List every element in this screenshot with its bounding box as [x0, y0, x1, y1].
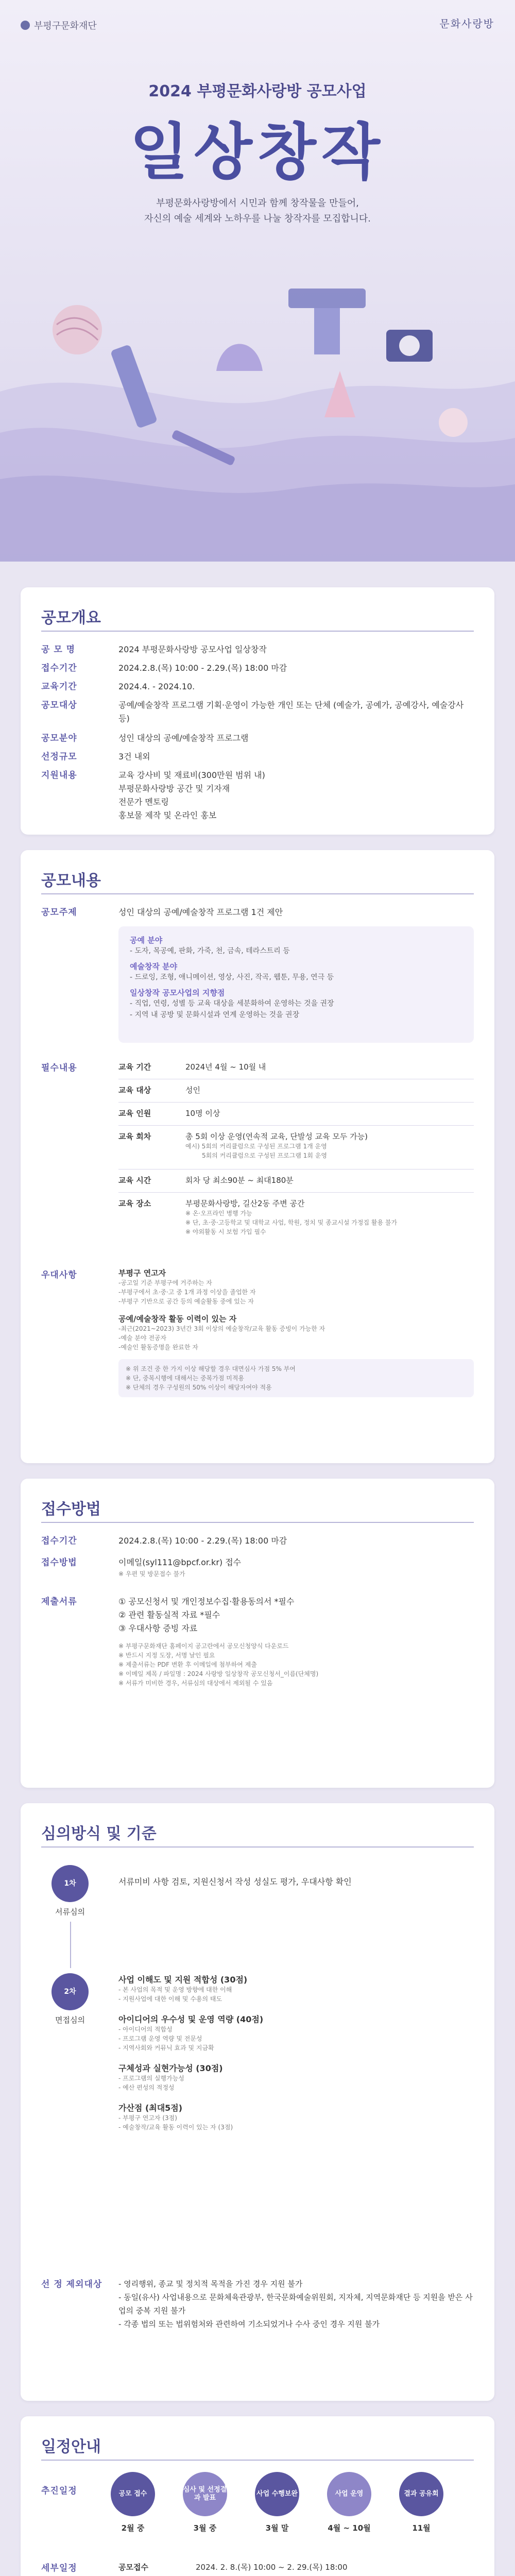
brand-logo: 문화사랑방: [439, 18, 494, 30]
schedule-step: 결과 공유회: [399, 2472, 443, 2516]
step-month: 3월 말: [265, 2523, 289, 2533]
apply-heading: 접수방법: [41, 1500, 101, 1518]
overview-row: [41, 680, 474, 696]
review-heading: 심의방식 및 기준: [41, 1825, 157, 1843]
table-key: 교육 인원: [118, 1109, 151, 1118]
row-value: 2024.4. - 2024.10.: [118, 682, 195, 691]
step-month: 11월: [412, 2523, 431, 2533]
box-text: - 드로잉, 조형, 애니메이션, 영상, 사진, 작곡, 웹툰, 무용, 연극 등: [130, 973, 334, 981]
apply-card: [21, 1479, 494, 1788]
box-title: 예술창작 분야: [130, 962, 178, 971]
note-line: ※ 제출서류는 PDF 변환 후 이메일에 첨부하여 제출: [118, 1661, 257, 1668]
step-month: 2월 중: [121, 2523, 145, 2533]
criteria-list: [118, 1973, 474, 2141]
schedule-card: [21, 2416, 494, 2576]
page-title: 일상창작: [130, 116, 385, 188]
criteria-line: - 지원사업에 대한 이해 및 수용의 태도: [118, 1995, 222, 2003]
content-heading: 공모내용: [41, 872, 101, 890]
schedule-step: 심사 및 선정결과 발표: [183, 2472, 227, 2516]
note-line: ※ 서류가 미비한 경우, 서류심의 대상에서 제외될 수 있음: [118, 1680, 273, 1687]
criteria-line: - 예산 편성의 적정성: [118, 2084, 175, 2091]
table-key: 교육 기간: [118, 1062, 151, 1072]
support-item: 부평문화사랑방 공간 및 기자재: [118, 784, 230, 793]
criteria-line: - 본 사업의 목적 및 운영 방향에 대한 이해: [118, 1986, 232, 1993]
note-line: ※ 단체의 경우 구성원의 50% 이상이 해당자여야 적용: [126, 1384, 272, 1391]
support-item: 홍보물 제작 및 온라인 홍보: [118, 810, 217, 820]
table-value: [185, 1198, 474, 1236]
preference-line: -예술인 활동증명을 완료한 자: [118, 1344, 198, 1351]
value-text: 총 5회 이상 운영(연속적 교육, 단발성 교육 모두 가능): [185, 1132, 368, 1141]
row-label: 제출서류: [41, 1597, 77, 1607]
row-label: 공 모 명: [41, 645, 76, 655]
table-key: 교육 대상: [118, 1086, 151, 1095]
value-note: ※ 야외활동 시 보험 가입 필수: [185, 1228, 266, 1235]
preference-title: 부평구 연고자: [118, 1268, 166, 1278]
apply-row: [41, 1595, 474, 1760]
apply-row: [41, 1534, 474, 1550]
content-card: [21, 850, 494, 1463]
value-note: 예시) 5회의 커리큘럼으로 구성된 프로그램 1개 운영: [185, 1143, 327, 1150]
description-line: 자신의 예술 세계와 노하우를 나눌 창작자를 모집합니다.: [144, 213, 371, 224]
support-item: 전문가 멘토링: [118, 797, 169, 807]
row-label: 선 정 제외대상: [41, 2279, 102, 2290]
row-label: 접수방법: [41, 1557, 77, 1568]
row-label: 필수내용: [41, 1063, 77, 1073]
value-note: 5회의 커리큘럼으로 구성된 프로그램 1회 운영: [202, 1152, 327, 1159]
row-label: 추진일정: [41, 2486, 77, 2496]
criteria-line: - 아이디어의 적합성: [118, 2026, 173, 2033]
table-value: [196, 2562, 474, 2572]
row-value: [118, 769, 474, 822]
row-value: 2024.2.8.(목) 10:00 - 2.29.(목) 18:00 마감: [118, 1536, 287, 1546]
table-value: 2024년 4월 ~ 10월 내: [185, 1062, 266, 1072]
step-month: 4월 ~ 10월: [328, 2523, 371, 2533]
row-label: 선정규모: [41, 752, 77, 762]
row-value: 3건 내외: [118, 752, 150, 761]
divider: [41, 1522, 474, 1523]
divider: [41, 1846, 474, 1848]
description-line: 부평문화사랑방에서 시민과 함께 창작물을 만들어,: [156, 198, 359, 209]
row-label: 세부일정: [41, 2563, 77, 2573]
apply-row: [41, 1556, 474, 1585]
note-line: ※ 이메일 제목 / 파일명 : 2024 사랑방 일상창작 공모신청서_이름(단체명): [118, 1670, 319, 1677]
row-label: 교육기간: [41, 682, 77, 692]
schedule-heading: 일정안내: [41, 2438, 101, 2456]
row-value: 2024 부평문화사랑방 공모사업 일상창작: [118, 645, 267, 654]
row-label: 접수기간: [41, 663, 77, 673]
schedule-step: 사업 운영: [327, 2472, 371, 2516]
org-name: 부평구문화재단: [34, 21, 97, 31]
table-row: [118, 1193, 474, 1255]
criteria-item: [118, 1973, 474, 2004]
table-key: 공모접수: [118, 2563, 148, 2572]
value-text: 부평문화사랑방, 길산2동 주변 공간: [185, 1199, 305, 1208]
preference-line: -부평구 기반으로 공간 등의 예술활동 중에 있는 자: [118, 1298, 254, 1305]
value-note: ※ 온·오프라인 병행 가능: [185, 1210, 252, 1217]
overview-row: [41, 732, 474, 747]
row-label: 공모대상: [41, 700, 77, 710]
criteria-title: 사업 이해도 및 지원 적합성 (30점): [118, 1975, 248, 1985]
row-value: 2024.2.8.(목) 10:00 - 2.29.(목) 18:00 마감: [118, 663, 287, 673]
table-key: 교육 시간: [118, 1176, 151, 1185]
schedule-step: 사업 수행보완: [255, 2472, 299, 2516]
preference-line: -부평구에서 초·중·고 중 1개 과정 이상을 졸업한 자: [118, 1289, 256, 1296]
page-subtitle: 2024 부평문화사랑방 공모사업: [148, 82, 367, 100]
row-value: 성인 대상의 공예/예술창작 프로그램 1건 제안: [118, 907, 283, 917]
row-label: 지원내용: [41, 770, 77, 781]
step-name: 서류심의: [55, 1907, 85, 1917]
divider: [41, 631, 474, 632]
criteria-item: [118, 2013, 474, 2053]
criteria-line: - 프로그램의 실행가능성: [118, 2075, 184, 2082]
schedule-table: [118, 2555, 474, 2576]
preference-line: -예술 분야 전공자: [118, 1334, 167, 1342]
page-description: [0, 196, 515, 227]
step-description: 서류미비 사항 검토, 지원신청서 작성 성실도 평가, 우대사항 확인: [118, 1877, 352, 1887]
overview-row: [41, 699, 474, 727]
row-label: 공모주제: [41, 907, 77, 918]
box-text: - 지역 내 공방 및 문화시설과 연계 운영하는 것을 권장: [130, 1011, 300, 1019]
date-text: 2024. 2. 8.(목) 10:00 ~ 2. 29.(목) 18:00: [196, 2563, 348, 2572]
overview-row: [41, 662, 474, 677]
org-logo: [21, 19, 97, 32]
row-label: 우대사항: [41, 1270, 77, 1280]
overview-row: [41, 750, 474, 766]
document-item: ③ 우대사항 증빙 자료: [118, 1623, 198, 1633]
step-connector: [70, 1922, 71, 1968]
theme-row: [41, 906, 474, 921]
row-value: [118, 1595, 474, 1688]
box-text: - 도자, 목공예, 판화, 가죽, 천, 금속, 테라스트리 등: [130, 947, 290, 955]
table-row: [118, 2555, 474, 2576]
criteria-line: - 예술창작/교육 활동 이력이 있는 자 (3점): [118, 2124, 233, 2131]
table-row: [118, 1079, 474, 1103]
box-text: - 직업, 연령, 성별 등 교육 대상을 세분화하여 운영하는 것을 권장: [130, 999, 334, 1008]
document-item: ② 관련 활동실적 자료 *필수: [118, 1610, 220, 1620]
criteria-line: - 프로그램 운영 역량 및 전문성: [118, 2035, 202, 2042]
overview-heading: 공모개요: [41, 609, 101, 627]
criteria-item: [118, 2062, 474, 2092]
preference-line: -최근(2021~2023) 3년간 3회 이상의 예술창작/교육 활동 증빙이 가능한 자: [118, 1325, 325, 1332]
requirements-table: [118, 1056, 474, 1257]
preference-notes: [118, 1359, 474, 1397]
preference-title: 공예/예술창작 활동 이력이 있는 자: [118, 1314, 237, 1324]
step-badge: 2차: [52, 1973, 89, 2010]
overview-row: [41, 769, 474, 825]
box-title: 공예 분야: [130, 936, 163, 945]
preference-block: [118, 1267, 474, 1397]
criteria-line: - 지역사회와 커뮤닉 효과 및 지금확: [118, 2044, 214, 2052]
table-row: [118, 1170, 474, 1193]
criteria-title: 아이디어의 우수성 및 운영 역량 (40점): [118, 2014, 264, 2024]
org-logo-icon: [21, 21, 30, 30]
review-card: [21, 1803, 494, 2401]
row-label: 접수기간: [41, 1536, 77, 1546]
criteria-title: 가산점 (최대5점): [118, 2103, 183, 2113]
preference-line: -공고일 기준 부평구에 거주하는 자: [118, 1279, 212, 1286]
row-label: 공모분야: [41, 733, 77, 743]
table-row: [118, 1126, 474, 1170]
value-note: ※ 단, 초·중·고등학교 및 대학교 사업, 학원, 정치 및 종교시설 가정집 활용 불가: [185, 1219, 398, 1226]
row-value: [118, 1556, 474, 1579]
divider: [41, 2460, 474, 2461]
hero-banner: [0, 0, 515, 562]
note-line: ※ 위 조건 중 한 가지 이상 해당할 경우 대면심사 가점 5% 부여: [126, 1365, 296, 1372]
note-line: ※ 단, 중복시행에 대해서는 중복가점 미적용: [126, 1375, 245, 1382]
overview-row: [41, 643, 474, 658]
field-box: [118, 926, 474, 1043]
table-row: [118, 1103, 474, 1126]
table-value: 성인: [185, 1086, 200, 1095]
table-key: 교육 장소: [118, 1199, 151, 1208]
document-item: ① 공모신청서 및 개인정보수집·활용동의서 *필수: [118, 1597, 295, 1606]
row-value: 공예/예술창작 프로그램 기획·운영이 가능한 개인 또는 단체 (예술가, 공예가, 공예강사, 예술강사 등): [118, 700, 464, 723]
schedule-step: 공모 접수: [111, 2472, 155, 2516]
note-line: ※ 반드시 지정 도장, 서명 날인 필요: [118, 1652, 215, 1659]
exclude-item: - 동일(유사) 사업내용으로 문화체육관광부, 한국문화예술위원회, 지자체, 지역문화재단 등 지원을 받은 사업의 중복 지원 불가: [118, 2293, 473, 2315]
step-month: 3월 중: [193, 2523, 217, 2533]
exclude-list: [118, 2277, 474, 2331]
email-text: 이메일(syl111@bpcf.or.kr) 접수: [118, 1557, 242, 1567]
criteria-line: - 부평구 연고자 (3점): [118, 2114, 177, 2122]
exclude-item: - 영리행위, 종교 및 정치적 목적을 가진 경우 지원 불가: [118, 2279, 303, 2289]
note-line: ※ 부평구문화재단 홈페이지 공고란에서 공모신청양식 다운로드: [118, 1642, 289, 1650]
table-value: 회차 당 최소90분 ~ 최대180분: [185, 1176, 294, 1185]
table-row: [118, 1056, 474, 1079]
row-value: 성인 대상의 공예/예술창작 프로그램: [118, 733, 249, 743]
table-value: [185, 1131, 474, 1160]
criteria-item: [118, 2102, 474, 2132]
support-item: 교육 강사비 및 재료비(300만원 범위 내): [118, 770, 265, 780]
table-value: 10명 이상: [185, 1109, 220, 1118]
step-badge: 1차: [52, 1865, 89, 1902]
table-key: 교육 회차: [118, 1132, 151, 1141]
box-title: 일상창작 공모사업의 지향점: [130, 988, 225, 997]
value-note: ※ 우편 및 방문접수 불가: [118, 1570, 185, 1578]
overview-card: [21, 587, 494, 835]
exclude-item: - 각종 법의 또는 법위험처와 관련하여 기소되었거나 수사 중인 경우 지원 불가: [118, 2319, 380, 2329]
criteria-title: 구체성과 실현가능성 (30점): [118, 2063, 223, 2073]
step-name: 면접심의: [55, 2015, 85, 2025]
divider: [41, 893, 474, 894]
